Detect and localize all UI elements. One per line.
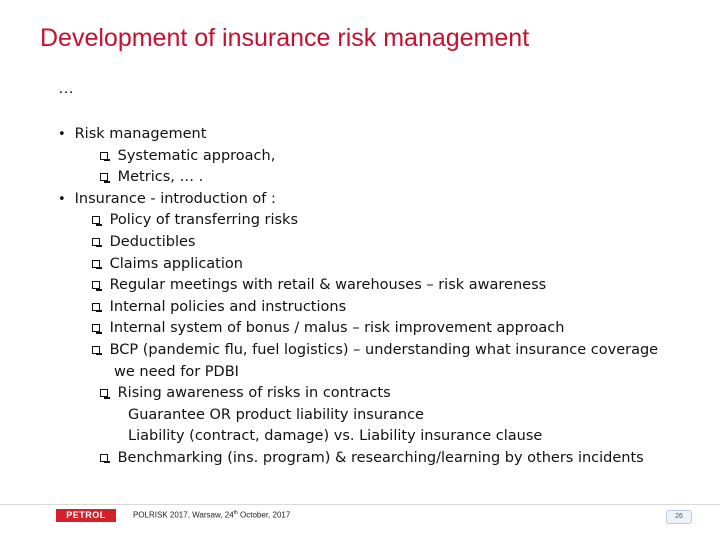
sub-item-text: Benchmarking (ins. program) & researching/learning by others incidents (117, 449, 644, 466)
sub-sub-item-text: Guarantee OR product liability insurance (128, 406, 424, 423)
checkbox-bullet-icon (92, 238, 100, 246)
sub-item (58, 167, 698, 189)
bullet-insurance (58, 189, 698, 211)
sub-item-text: Internal policies and instructions (109, 298, 347, 315)
checkbox-bullet-icon (92, 324, 100, 332)
sub-item-text: BCP (pandemic flu, fuel logistics) – understanding what insurance coverage (109, 341, 659, 358)
sub-sub-item (58, 426, 698, 448)
sub-item-text: Policy of transferring risks (109, 212, 299, 229)
sub-sub-item (58, 405, 698, 427)
footer-event (133, 510, 290, 520)
checkbox-bullet-icon (92, 260, 100, 268)
sub-item-text: Claims application (109, 255, 243, 272)
bullet-dot-icon: • (58, 191, 66, 207)
checkbox-bullet-icon (100, 454, 108, 462)
checkbox-bullet-icon (92, 303, 100, 311)
continuation-text: we need for PDBI (114, 363, 239, 380)
checkbox-bullet-icon (100, 389, 108, 397)
bullet-text: Risk management (74, 126, 207, 142)
bullet-dot-icon: • (58, 127, 66, 142)
slide-ellipsis: … (58, 80, 74, 97)
checkbox-bullet-icon (100, 173, 108, 181)
sub-item-text: Systematic approach, (117, 147, 276, 164)
page-number-badge: 26 (666, 510, 692, 524)
sub-item (58, 383, 698, 405)
footer-event-sup: th (233, 510, 238, 516)
bullet-text: Insurance - introduction of : (74, 190, 276, 207)
sub-item (58, 448, 698, 470)
sub-item (58, 254, 698, 276)
sub-item (58, 232, 698, 254)
petrol-logo: PETROL (56, 509, 116, 522)
checkbox-bullet-icon (92, 281, 100, 289)
slide-content (58, 124, 698, 470)
checkbox-bullet-icon (92, 346, 100, 354)
sub-item (58, 340, 698, 362)
checkbox-bullet-icon (92, 216, 100, 224)
bullet-risk-management (58, 124, 698, 146)
sub-item-text: Deductibles (109, 233, 196, 250)
sub-item-text: Regular meetings with retail & warehouses – risk awareness (109, 277, 547, 294)
checkbox-bullet-icon (100, 152, 108, 160)
sub-item (58, 318, 698, 340)
sub-item (58, 275, 698, 297)
sub-item (58, 297, 698, 319)
footer-event-post: October, 2017 (237, 510, 291, 520)
sub-sub-item-text: Liability (contract, damage) vs. Liability insurance clause (128, 428, 543, 445)
sub-item-text: Metrics, … . (117, 169, 204, 186)
footer-event-pre: POLRISK 2017, Warsaw, 24 (133, 510, 234, 520)
sub-item-text: Internal system of bonus / malus – risk improvement approach (109, 320, 565, 337)
sub-item-continuation (58, 362, 698, 384)
sub-item-text: Rising awareness of risks in contracts (117, 385, 391, 402)
sub-item (58, 210, 698, 232)
footer-divider (0, 504, 720, 505)
slide-title: Development of insurance risk management (40, 24, 530, 52)
sub-item (58, 146, 698, 168)
